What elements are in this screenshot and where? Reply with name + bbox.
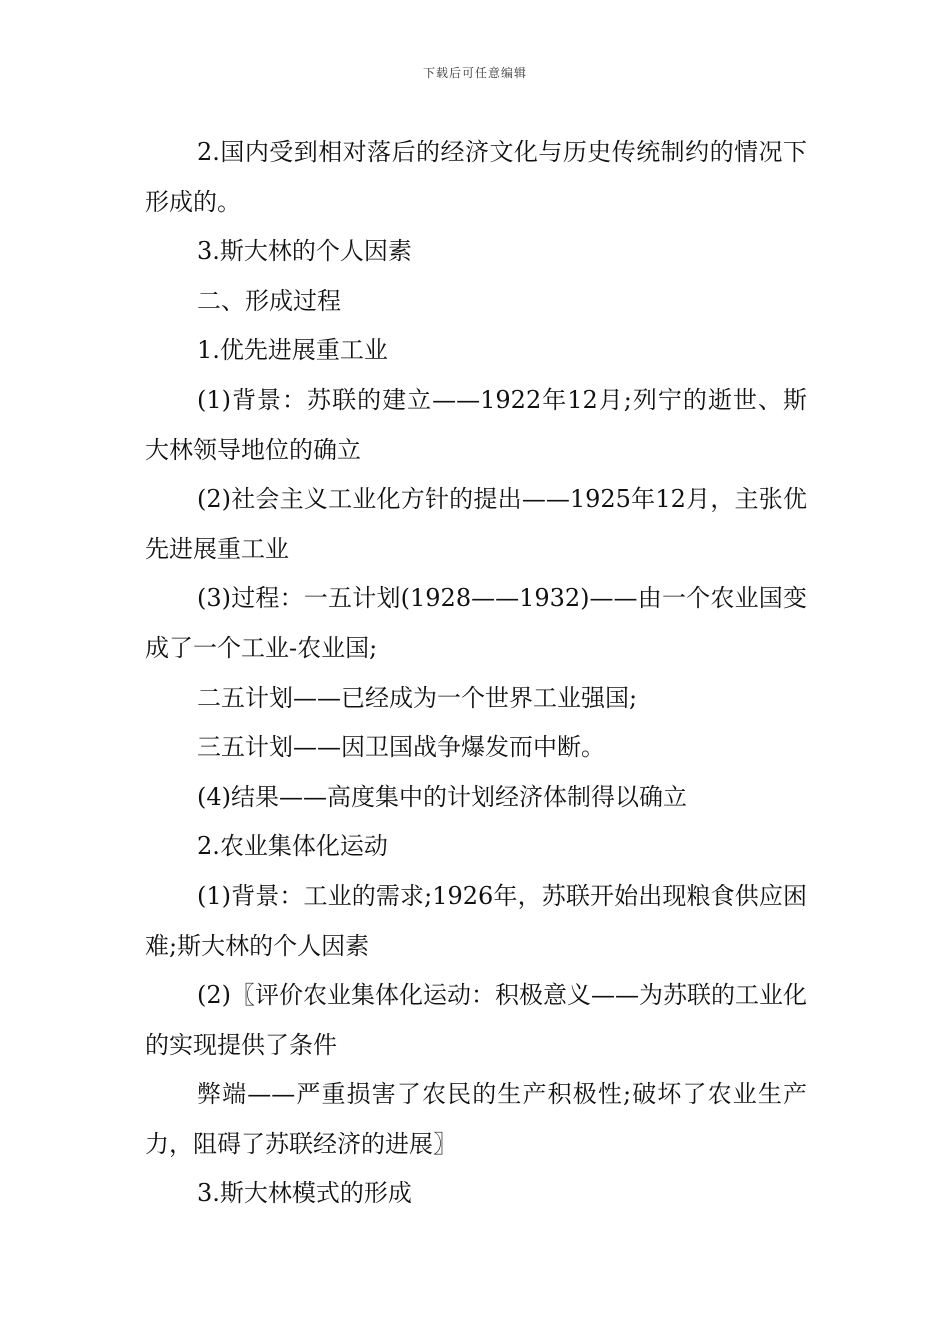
page-header: 下载后可任意编辑 — [422, 66, 527, 80]
paragraph-background-2: (1)背景：工业的需求;1926年，苏联开始出现粮食供应困难;斯大林的个人因素 — [145, 881, 807, 960]
paragraph-result: (4)结果——高度集中的计划经济体制得以确立 — [197, 782, 687, 811]
subheading-collectivization: 2.农业集体化运动 — [197, 832, 388, 861]
paragraph-cause-2: 2.国内受到相对落后的经济文化与历史传统制约的情况下形成的。 — [145, 138, 807, 216]
document-body — [145, 128, 807, 1219]
paragraph-evaluation: (2)〖评价农业集体化运动：积极意义——为苏联的工业化的实现提供了条件 — [145, 981, 807, 1059]
paragraph-second-plan: 二五计划——已经成为一个世界工业强国; — [197, 683, 638, 712]
subheading-heavy-industry: 1.优先进展重工业 — [197, 336, 388, 365]
paragraph-third-plan: 三五计划——因卫国战争爆发而中断。 — [197, 733, 605, 762]
section-heading-formation-process: 二、形成过程 — [197, 286, 341, 315]
paragraph-cause-3: 3.斯大林的个人因素 — [197, 237, 412, 266]
paragraph-industrialization-policy: (2)社会主义工业化方针的提出——1925年12月，主张优先进展重工业 — [145, 485, 807, 563]
paragraph-background-1: (1)背景：苏联的建立——1922年12月;列宁的逝世、斯大林领导地位的确立 — [145, 385, 807, 464]
paragraph-process-first-plan: (3)过程：一五计划(1928——1932)——由一个农业国变成了一个工业-农业国; — [145, 584, 807, 662]
paragraph-drawbacks: 弊端——严重损害了农民的生产积极性;破坏了农业生产力，阻碍了苏联经济的进展〗 — [145, 1080, 807, 1158]
subheading-stalin-model: 3.斯大林模式的形成 — [197, 1179, 412, 1208]
